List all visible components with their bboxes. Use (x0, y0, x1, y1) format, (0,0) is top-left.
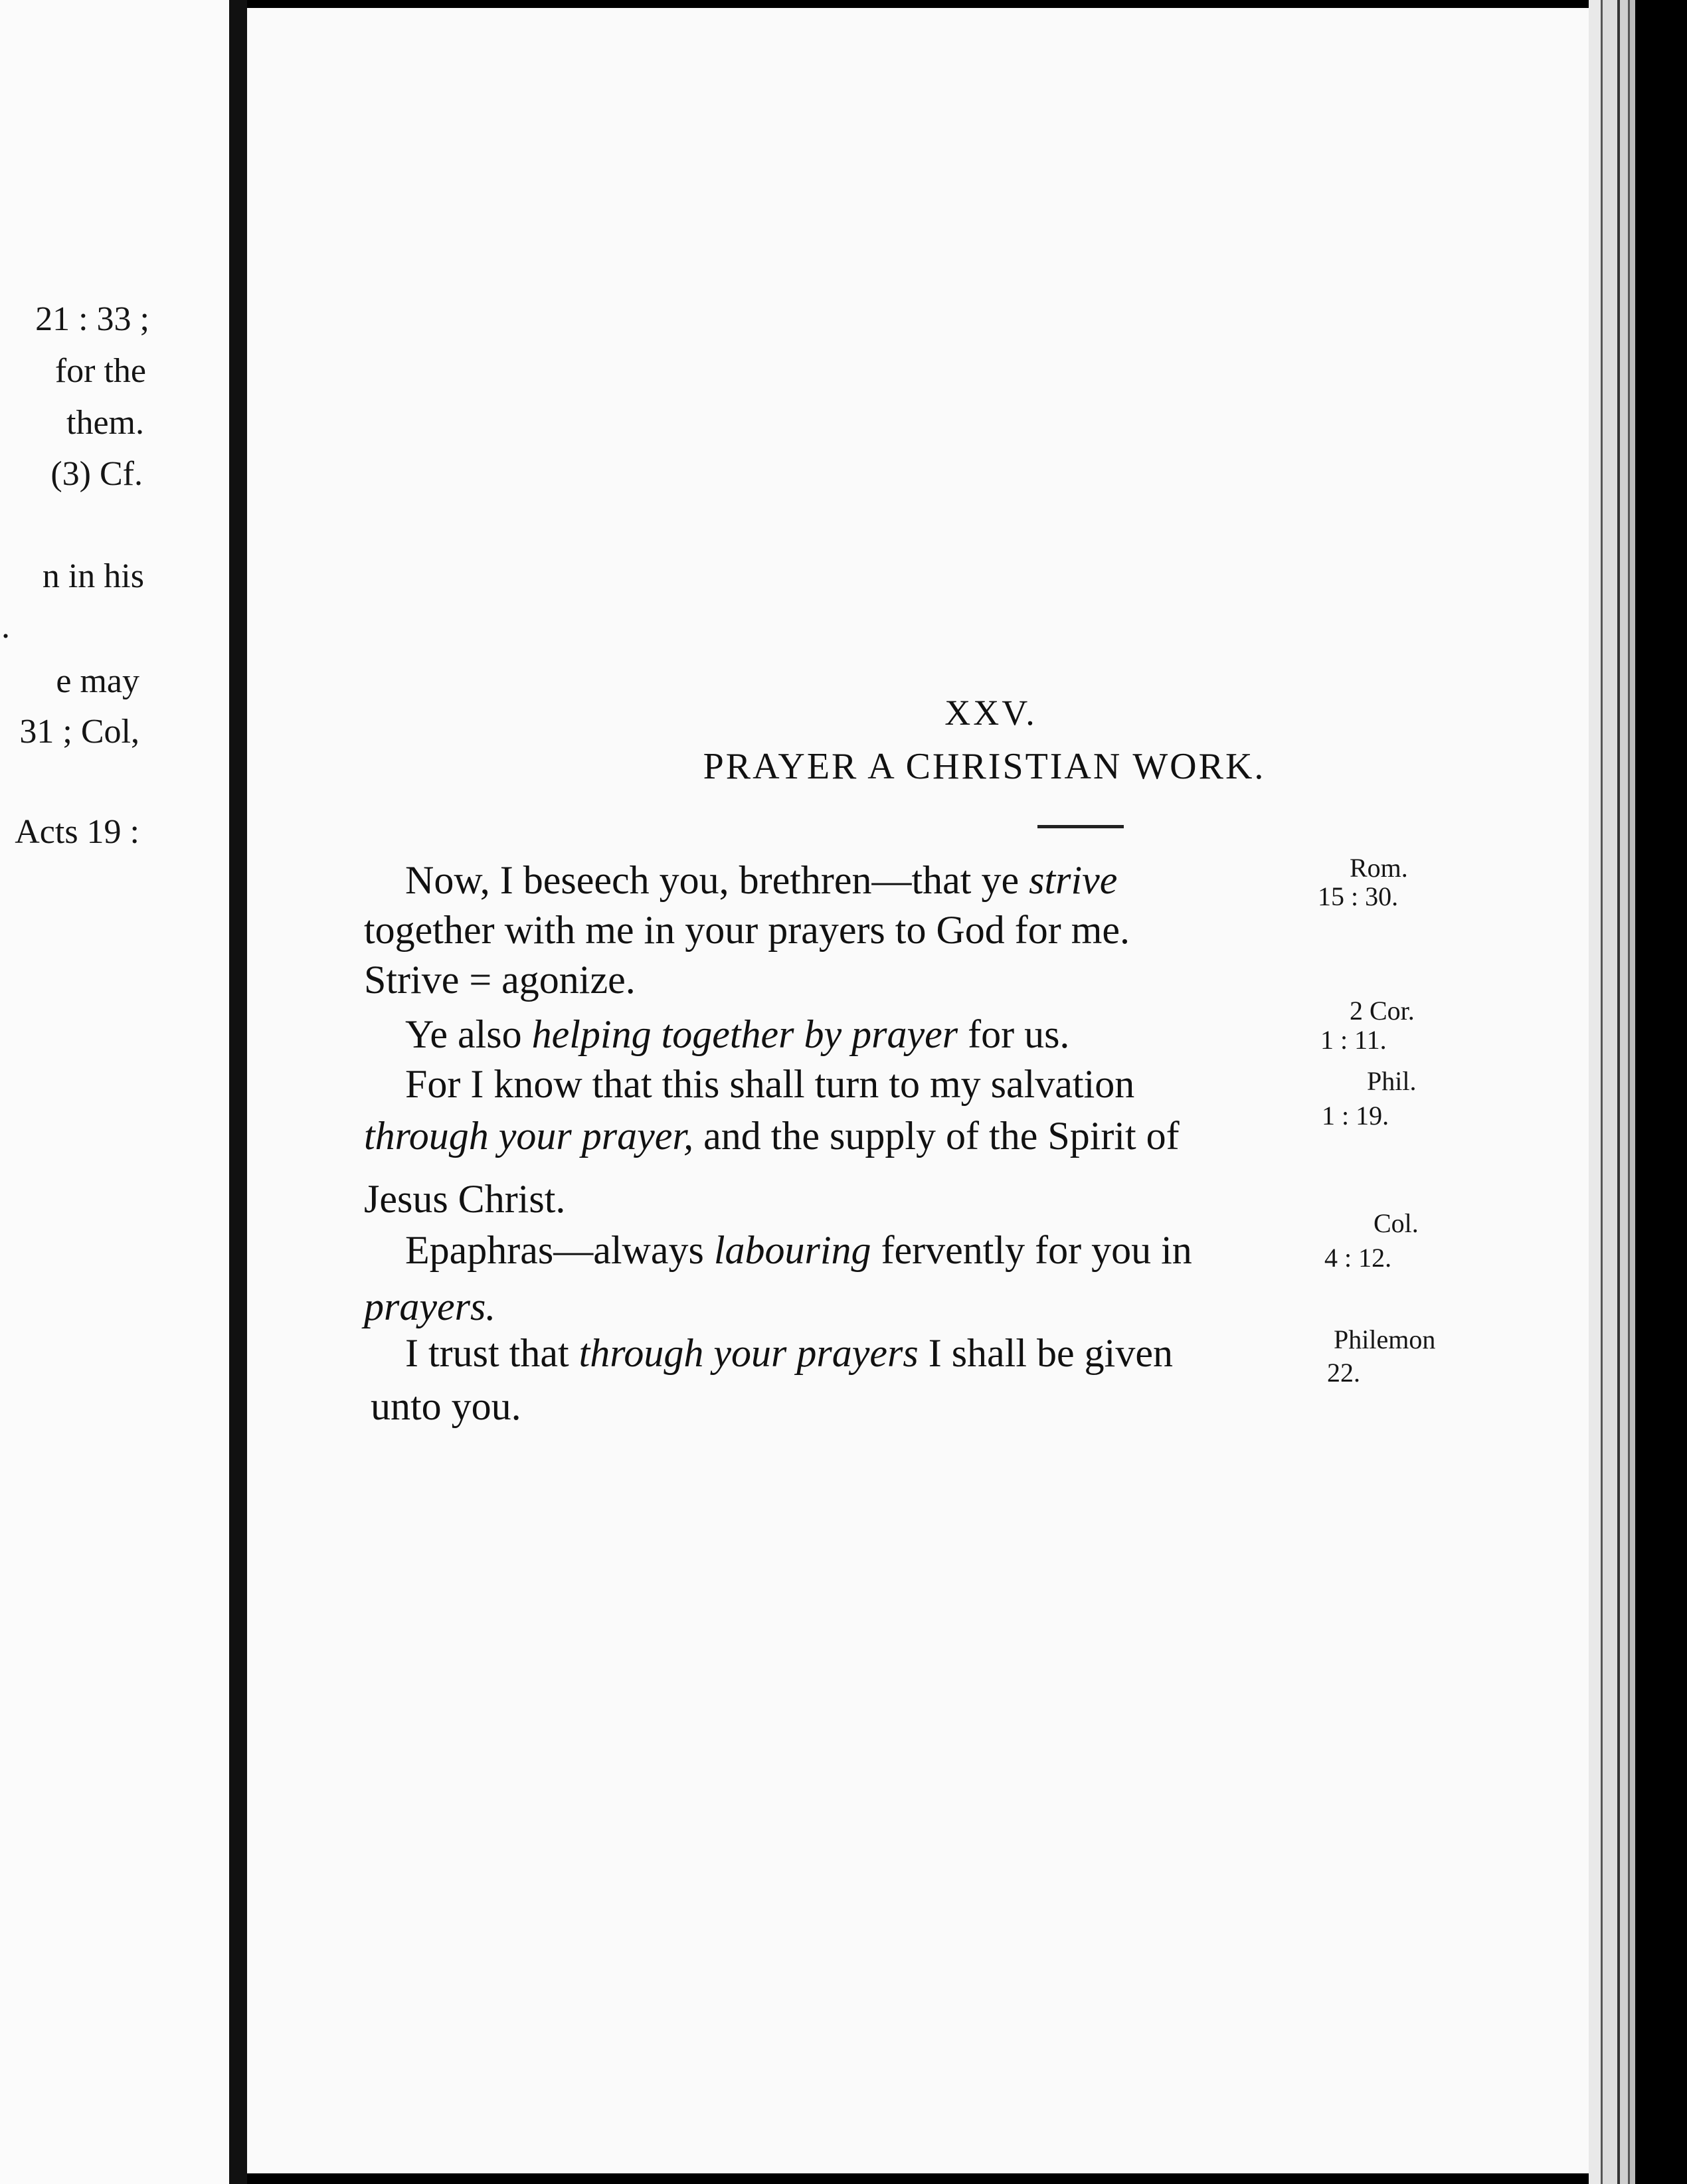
verse-line: I trust that through your prayers I shall be given (405, 1331, 1173, 1375)
verse-line: through your prayer, and the supply of the Spirit of (364, 1114, 1180, 1158)
scripture-ref: 4 : 12. (1324, 1243, 1392, 1273)
title-rule (1037, 825, 1124, 828)
verse-line: Now, I beseech you, brethren—that ye strive (405, 858, 1118, 902)
left-fragment: them. (66, 404, 144, 442)
scripture-ref: 2 Cor. (1350, 996, 1415, 1026)
gutter (229, 0, 247, 2184)
scripture-ref: 15 : 30. (1318, 881, 1399, 911)
scripture-ref: Col. (1374, 1208, 1419, 1238)
left-fragment: 31 ; Col, (19, 713, 139, 751)
verse-line: Ye also helping together by prayer for us. (405, 1012, 1070, 1056)
scripture-ref: Phil. (1367, 1066, 1417, 1096)
page-edge (1589, 0, 1601, 2184)
verse-line: Epaphras—always labouring fervently for you in (405, 1228, 1192, 1272)
left-fragment: . (1, 608, 10, 646)
scripture-ref: Philemon (1334, 1324, 1436, 1354)
scripture-ref: 22. (1327, 1358, 1360, 1388)
verse-line: Jesus Christ. (364, 1177, 566, 1221)
left-fragment: (3) Cf. (50, 455, 143, 493)
verse-line: Strive = agonize. (364, 958, 636, 1002)
page-edge (1603, 0, 1617, 2184)
chapter-title: PRAYER A CHRISTIAN WORK. (703, 746, 1266, 787)
verse-line: For I know that this shall turn to my salvation (405, 1062, 1135, 1106)
book-page (247, 8, 1589, 2173)
scripture-ref: Rom. (1350, 853, 1408, 883)
page-edge (1620, 0, 1628, 2184)
scripture-ref: 1 : 19. (1322, 1101, 1389, 1131)
chapter-number: XXV. (944, 693, 1037, 733)
verse-line: together with me in your prayers to God for me. (364, 908, 1130, 952)
left-facing-page (0, 0, 229, 2184)
left-fragment: for the (54, 352, 146, 390)
scripture-ref: 1 : 11. (1320, 1025, 1387, 1055)
verse-line: prayers. (364, 1285, 496, 1328)
left-fragment: e may (56, 662, 139, 700)
verse-line: unto you. (371, 1384, 521, 1428)
page-edge (1630, 0, 1635, 2184)
left-fragment: 21 : 33 ; (35, 300, 149, 338)
left-fragment: Acts 19 : (15, 813, 139, 851)
left-fragment: n in his (42, 557, 144, 595)
